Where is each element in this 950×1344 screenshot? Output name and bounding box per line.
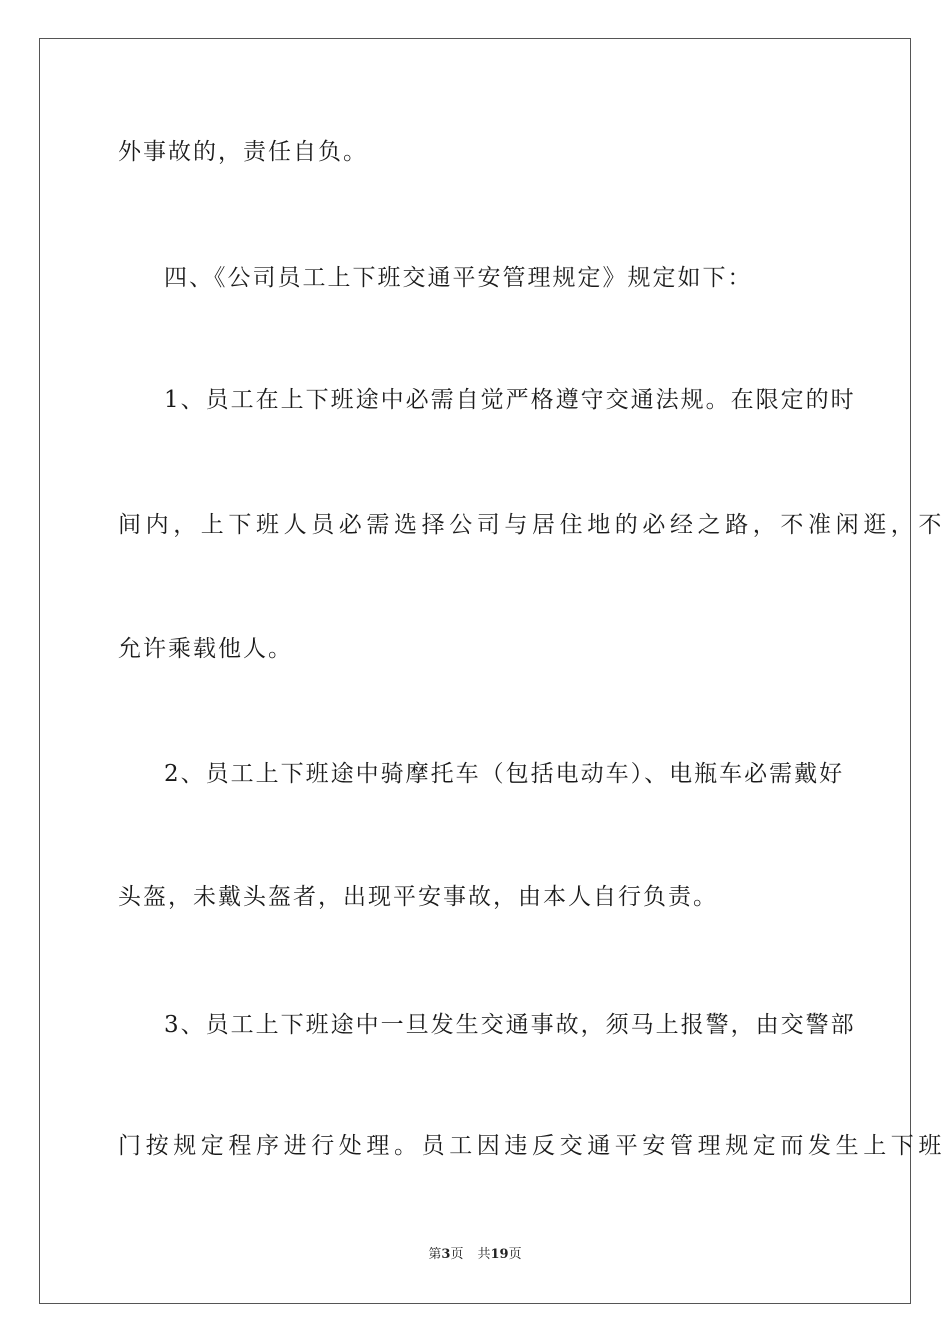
paragraph-3-line-2: 门按规定程序进行处理。员工因违反交通平安管理规定而发生上下班 [118, 1133, 946, 1159]
section-heading: 四、《公司员工上下班交通平安管理规定》规定如下： [164, 265, 753, 291]
footer-page-prefix: 第 [428, 1247, 442, 1262]
paragraph-2-line-2: 头盔，未戴头盔者，出现平安事故，由本人自行负责。 [118, 884, 718, 910]
footer-total-suffix: 页 [508, 1247, 522, 1262]
page-footer [0, 1246, 950, 1264]
page-border [39, 38, 946, 1304]
footer-total-pages: 19 [490, 1247, 509, 1262]
paragraph-1-line-3: 允许乘载他人。 [118, 636, 293, 662]
footer-page-suffix: 页 [450, 1247, 464, 1262]
body-text-line: 外事故的，责任自负。 [118, 139, 368, 165]
footer-page-number: 3 [441, 1247, 451, 1262]
paragraph-2-line-1: 2、员工上下班途中骑摩托车（包括电动车）、电瓶车必需戴好 [164, 761, 845, 787]
paragraph-1-line-1: 1、员工在上下班途中必需自觉严格遵守交通法规。在限定的时 [164, 387, 856, 413]
paragraph-1-line-2: 间内，上下班人员必需选择公司与居住地的必经之路，不准闲逛，不 [118, 512, 946, 538]
paragraph-3-line-1: 3、员工上下班途中一旦发生交通事故，须马上报警，由交警部 [164, 1012, 856, 1038]
footer-total-prefix: 共 [477, 1247, 491, 1262]
